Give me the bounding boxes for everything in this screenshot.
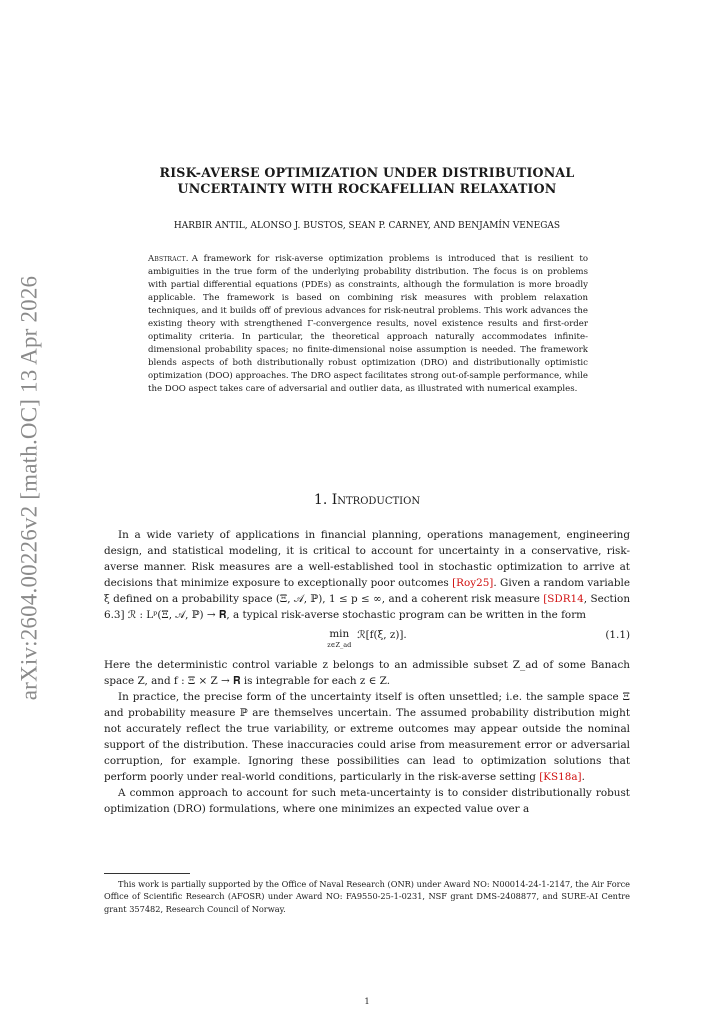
equation-body: [327, 627, 407, 649]
min-subscript: z∈Z_ad: [327, 640, 352, 649]
equation-expression: ℛ[f(ξ, z)].: [357, 628, 407, 641]
abstract-label: Abstract.: [148, 254, 189, 264]
paragraph-1-part-b: . Given a random variable ξ defined on a probability space (Ξ, 𝒜, ℙ), 1 ≤ p ≤ ∞, and a coherent risk measure: [104, 577, 630, 606]
equation-1-1: [104, 627, 630, 657]
arxiv-identifier-stamp: [8, 275, 50, 701]
paragraph-4: A common approach to account for such meta-uncertainty is to consider distributionally robust optimization (DRO) formulations, where one minimizes an expected value over a: [104, 787, 630, 816]
paragraph-3-part-a: In practice, the precise form of the uncertainty itself is often unsettled; i.e. the sample space Ξ and probability measure ℙ are themselves uncertain. The assumed probability distribution might not accurately reflect the true variability, or extreme outcomes may appear outside the nominal support of the distribution. These inaccuracies could arise from measurement error or adversarial corruption, for example. Ignoring these possibilities can lead to optimization solutions that perform poorly under real-world conditions, particularly in the risk-averse setting: [104, 690, 630, 784]
abstract-text: A framework for risk-averse optimization problems is introduced that is resilient to ambiguities in the true form of the underlying probability distribution. The focus is on problems with partial differential equations (PDEs) as constraints, although the formulation is more broadly applicable. The framework is based on combining risk measures with problem relaxation techniques, and it builds off of previous advances for risk-neutral problems. This work advances the existing theory with strengthened Γ-convergence results, novel existence results and first-order optimality criteria. In particular, the theoretical approach naturally accommodates infinite-dimensional probability spaces; no finite-dimensional noise assumption is needed. The framework blends aspects of both distributionally robust optimization (DRO) and distributionally optimistic optimization (DOO) approaches. The DRO aspect facilitates strong out-of-sample performance, while the DOO aspect takes care of adversarial and outlier data, as illustrated with numerical examples.: [148, 254, 588, 394]
equation-number: (1.1): [605, 628, 630, 641]
min-operator: min: [329, 627, 350, 640]
min-operator-block: [327, 627, 351, 649]
paragraph-1-part-c: , Section 6.3] ℛ : Lᵖ(Ξ, 𝒜, ℙ) → 𝐑, a typical risk-averse stochastic program can be written in the form: [104, 593, 631, 622]
citation-roy25[interactable]: [Roy25]: [452, 577, 494, 590]
paragraph-1-part-a: In a wide variety of applications in financial planning, operations management, engineering design, and statistical modeling, it is critical to account for uncertainty in a conservative, risk-averse manner. Risk measures are a well-established tool in stochastic optimization to arrive at decisions that minimize exposure to exceptionally poor outcomes: [104, 529, 630, 590]
citation-sdr14[interactable]: [SDR14: [543, 593, 584, 606]
title-line-2: UNCERTAINTY WITH ROCKAFELLIAN RELAXATION: [177, 181, 557, 196]
paragraph-3: [104, 689, 630, 786]
paragraph-1: [104, 527, 630, 624]
footnote-divider: [104, 873, 190, 874]
abstract-block: [148, 253, 588, 396]
citation-ks18a[interactable]: [KS18a]: [539, 771, 582, 784]
arxiv-id-text: arXiv:2604.00226v2 [math.OC] 13 Apr 2026: [16, 275, 42, 701]
paragraph-3-part-b: .: [581, 771, 585, 784]
title-line-1: RISK-AVERSE OPTIMIZATION UNDER DISTRIBUTIONAL: [159, 165, 575, 180]
funding-footnote: This work is partially supported by the Office of Naval Research (ONR) under Award NO: N00014-24-1-2147, the Air Force Office of Scientific Research (AFOSR) under Award NO: FA9550-25-1-0231, NSF grant DMS-2408877, and SURE-AI Centre grant 357482, Research Council of Norway.: [104, 879, 630, 914]
page-number: 1: [364, 996, 370, 1006]
section-heading-introduction: 1. Introduction: [313, 492, 421, 508]
paragraph-2: Here the deterministic control variable z belongs to an admissible subset Z_ad of some Banach space Z, and f : Ξ × Z → 𝐑 is integrable for each z ∈ Z.: [104, 658, 630, 687]
author-list: HARBIR ANTIL, ALONSO J. BUSTOS, SEAN P. CARNEY, AND BENJAMÍN VENEGAS: [173, 221, 561, 231]
body-text: [104, 527, 630, 818]
paper-title: [104, 165, 630, 197]
